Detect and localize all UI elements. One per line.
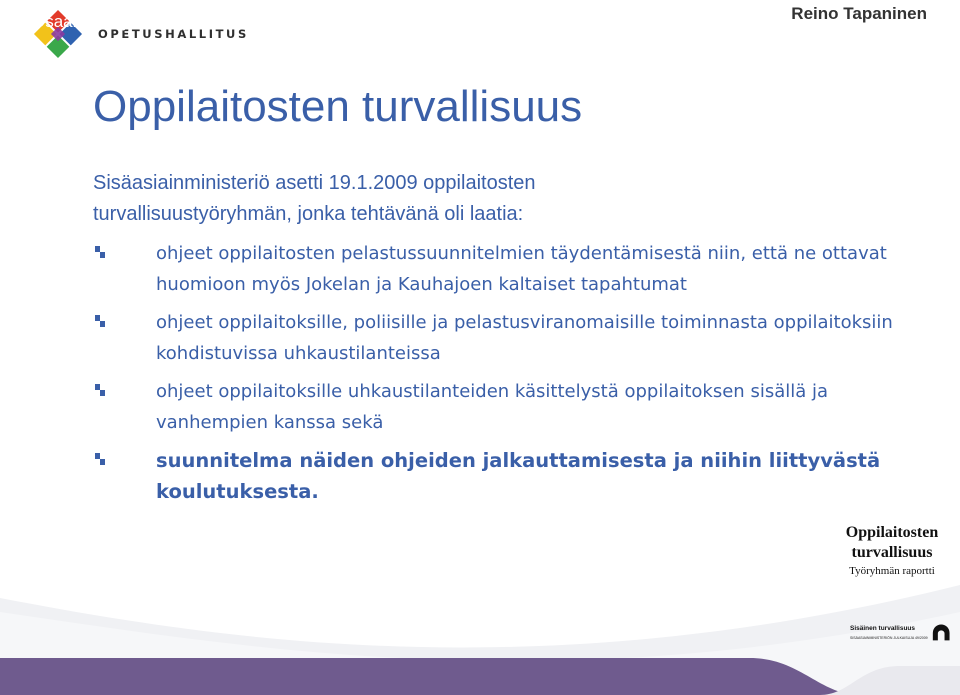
publisher-name: Sisäinen turvallisuus [850, 624, 916, 632]
bullet-text: suunnitelma näiden ohjeiden jalkauttamisesta ja niihin liittyvästä koulutuksesta. [156, 449, 881, 503]
publisher-text-block [850, 625, 928, 640]
intro-text: Sisäasiainministeriö asetti 19.1.2009 oppilaitosten turvallisuustyöryhmän, jonka tehtävänä oli laatia: [93, 172, 536, 225]
bullet-text: ohjeet oppilaitoksille, poliisille ja pelastusviranomaisille toiminnasta oppilaitoksiin kohdistuvissa uhkaustilanteissa [156, 312, 893, 364]
list-item [93, 445, 923, 507]
publisher-series: SISÄASIAINMINISTERIÖN JULKAISUJA 49/2009 [850, 635, 928, 640]
list-item [93, 238, 923, 300]
report-subtitle: Työryhmän raportti [849, 565, 935, 577]
author-name: Reino Tapaninen [791, 4, 927, 23]
bullet-marker-icon [95, 246, 105, 260]
bullet-text: ohjeet oppilaitoksille uhkaustilanteiden käsittelystä oppilaitoksen sisällä ja vanhempien kanssa sekä [156, 381, 829, 433]
logo-text: OPETUSHALLITUS [98, 27, 249, 41]
bullet-marker-icon [95, 315, 105, 329]
bullet-marker-icon [95, 453, 105, 467]
list-item [93, 376, 923, 438]
bullet-list [93, 238, 923, 514]
publisher-mark [850, 622, 950, 642]
slide-title: Oppilaitosten turvallisuus [93, 82, 583, 131]
report-title: Oppilaitosten turvallisuus [845, 524, 939, 561]
arch-emblem-icon [932, 622, 950, 642]
bullet-marker-icon [95, 384, 105, 398]
report-cover [836, 523, 948, 579]
footer-text: Osaamisen ja sivistyksen parhaaksi [32, 12, 302, 31]
footer-bar [0, 658, 960, 695]
bullet-text: ohjeet oppilaitosten pelastussuunnitelmien täydentämisestä niin, että ne ottavat huomioon myös Jokelan ja Kauhajoen kaltaiset tapahtumat [156, 243, 887, 295]
list-item [93, 307, 923, 369]
